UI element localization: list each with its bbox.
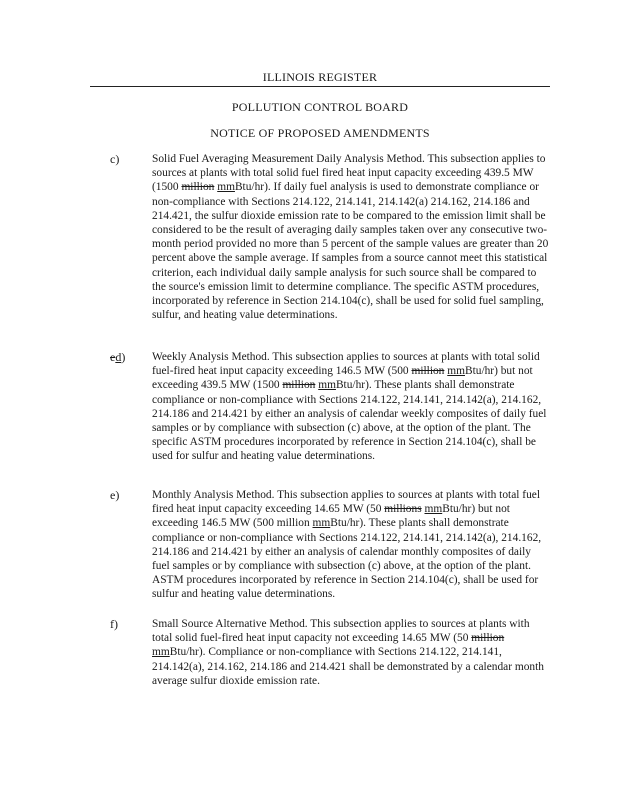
inserted-text: mm — [312, 517, 331, 530]
section-text — [152, 617, 550, 688]
paragraph-text: Btu/hr). Compliance or non-compliance with Sections 214.122, 214.141, 214.142(a), 214.162, 214.186 and 214.421 shall be demonstrated by a calendar month average sulfur dioxide emission rate. — [152, 646, 544, 687]
inserted-text: mm — [318, 379, 336, 392]
section-label: c) — [110, 152, 120, 166]
paragraph-text: Btu/hr) but not exceeding 439.5 MW (1500 — [152, 365, 533, 392]
board-title: POLLUTION CONTROL BOARD — [231, 100, 409, 114]
section-text — [152, 350, 550, 464]
section-text — [152, 488, 550, 602]
section-label: f) — [110, 617, 118, 631]
inserted-text: mm — [424, 503, 443, 516]
section-label: e) — [110, 488, 120, 502]
paragraph-text: Monthly Analysis Method. This subsection applies to sources at plants with total fuel fired heat input capacity exceeding 14.65 MW (50 — [152, 489, 540, 516]
paragraph-text: Solid Fuel Averaging Measurement Daily Analysis Method. This subsection applies to sources at plants with total solid fuel fired heat input capacity exceeding 439.5 MW (1500 — [152, 153, 546, 194]
paragraph-text: Btu/hr) but not exceeding 146.5 MW (500 million — [152, 503, 510, 530]
section-text — [152, 152, 550, 322]
struck-text: million — [411, 365, 445, 378]
struck-label-letter: e — [110, 350, 116, 364]
paragraph-text: Btu/hr). If daily fuel analysis is used to demonstrate compliance or non-compliance with Sections 214.122, 214.141, 214.142(a) 214.162, 214.186 and 214.421, the sulfur dioxide emission rate to be compared to the emission limit shall be considered to be the result of averaging daily samples taken over any consecutive two-month period provided no more than 5 percent of the sample values are greater than 20 percent above the sample average. If samples from a source cannot meet this statistical criterion, each individual daily sample analysis for such source shall be compared to the source's emission limit to determine compliance. The specific ASTM procedures, incorporated by reference in Section 214.104(c), shall be used for solid fuel sampling, sulfur, and heating value determinations. — [152, 181, 549, 322]
paragraph-text: Btu/hr). These plants shall demonstrate compliance or non-compliance with Sections 214.122, 214.141, 214.142(a), 214.162, 214.186 and 214.421 by either an analysis of calendar monthly composites of daily fuel samples or by compliance with subsection (c) above, at the option of the plant. ASTM procedures incorporated by reference in Section 214.104(c), shall be used for sulfur and heating value determinations. — [152, 517, 542, 601]
header-rule — [90, 86, 550, 87]
register-title: ILLINOIS REGISTER — [262, 70, 378, 84]
paragraph-text: Small Source Alternative Method. This subsection applies to sources at plants with total solid fuel-fired heat input capacity not exceeding 14.65 MW (50 — [152, 618, 530, 645]
inserted-label-letter: d — [115, 350, 122, 364]
struck-text: million — [282, 379, 316, 392]
struck-text: million — [181, 181, 215, 194]
paragraph-text: Weekly Analysis Method. This subsection applies to sources at plants with total solid fuel-fired heat input capacity exceeding 146.5 MW (500 — [152, 351, 540, 378]
notice-title: NOTICE OF PROPOSED AMENDMENTS — [210, 126, 430, 140]
label-paren: ) — [121, 350, 126, 364]
inserted-text: mm — [152, 646, 170, 659]
struck-text: million — [471, 632, 505, 645]
struck-text: millions — [384, 503, 422, 516]
inserted-text: mm — [447, 365, 465, 378]
section-label — [110, 350, 125, 365]
paragraph-text: Btu/hr). These plants shall demonstrate compliance or non-compliance with Sections 214.122, 214.141, 214.142(a), 214.162, 214.186 and 214.421 by either an analysis of calendar weekly composites of daily fuel samples or by compliance with subsection (c) above, at the option of the plant. The specific ASTM procedures incorporated by reference in Section 214.104(c), shall be used for sulfur and heating value determinations. — [152, 379, 547, 463]
inserted-text: mm — [217, 181, 235, 194]
